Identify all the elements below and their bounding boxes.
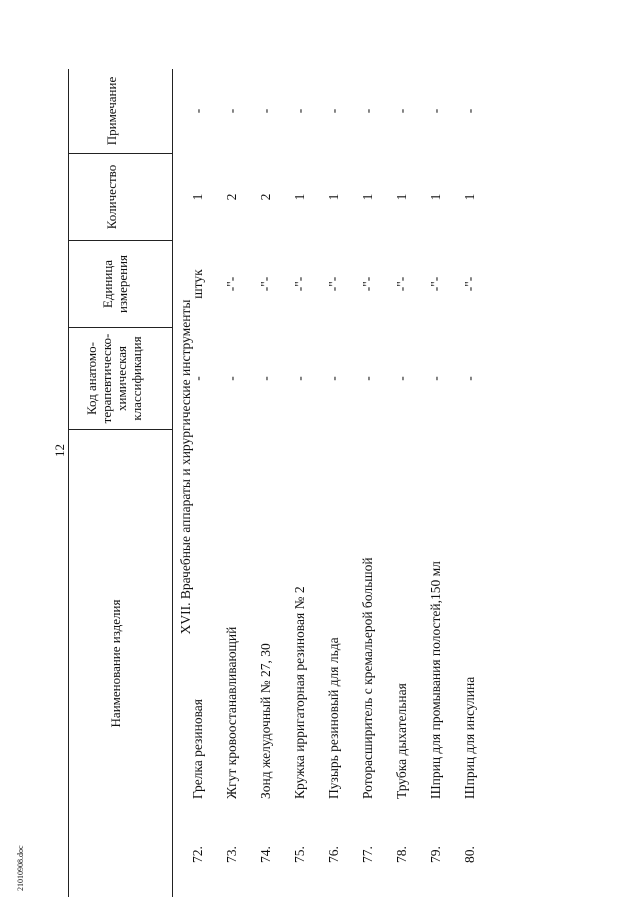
row-name: Пузырь резиновый для льда	[326, 637, 341, 799]
row-note: -	[360, 108, 375, 114]
header-qty	[104, 154, 119, 240]
row-unit: -"-	[258, 276, 273, 292]
row-number: 78.	[394, 846, 409, 863]
row-name: Кружка ирригаторная резиновая № 2	[292, 586, 307, 799]
row-code: -	[190, 376, 205, 381]
row-code: -	[224, 376, 239, 381]
row-code: -	[292, 376, 307, 381]
row-number: 75.	[292, 846, 307, 863]
row-code: -	[360, 376, 375, 381]
row-code: -	[428, 376, 443, 381]
row-number: 72.	[190, 846, 205, 863]
header-unit	[100, 241, 130, 327]
row-unit: -"-	[394, 276, 409, 292]
row-qty: 1	[292, 193, 307, 201]
row-code: -	[258, 376, 273, 381]
row-note: -	[394, 108, 409, 114]
header-code	[84, 328, 144, 429]
header-unit-line-2: измерения	[115, 254, 130, 314]
row-unit: -"-	[224, 276, 239, 292]
row-unit: -"-	[462, 276, 477, 292]
row-code: -	[326, 376, 341, 381]
row-note: -	[462, 108, 477, 114]
row-name: Роторасширитель с кремальерой большой	[360, 557, 375, 799]
row-number: 77.	[360, 846, 375, 863]
row-code: -	[462, 376, 477, 381]
row-unit: -"-	[428, 276, 443, 292]
row-note: -	[258, 108, 273, 114]
row-name: Шприц для инсулина	[462, 676, 477, 799]
row-note: -	[190, 108, 205, 114]
header-note	[104, 69, 119, 153]
header-code-line-2: терапевтическо-	[99, 333, 114, 424]
header-code-line-4: классификация	[129, 336, 144, 421]
row-note: -	[428, 108, 443, 114]
row-name: Трубка дыхательная	[394, 683, 409, 799]
page-number: 12	[52, 444, 67, 457]
row-qty: 1	[326, 193, 341, 201]
row-code: -	[394, 376, 409, 381]
row-qty: 2	[224, 193, 239, 201]
row-note: -	[292, 108, 307, 114]
row-unit: -"-	[360, 276, 375, 292]
header-unit-line-1: Единица	[100, 259, 115, 309]
row-number: 74.	[258, 846, 273, 863]
row-number: 80.	[462, 846, 477, 863]
col-divider-4	[68, 153, 172, 154]
table-top-border	[68, 69, 69, 897]
row-name: Зонд желудочный № 27, 30	[258, 643, 273, 799]
header-code-line-3: химическая	[114, 346, 129, 411]
header-code-line-1: Код анатомо-	[84, 342, 99, 415]
header-note-text: Примечание	[104, 76, 119, 146]
row-unit: -"-	[326, 276, 341, 292]
row-qty: 1	[190, 193, 205, 201]
header-name-text: Наименование изделия	[108, 599, 123, 728]
row-number: 76.	[326, 846, 341, 863]
row-name: Грелка резиновая	[190, 699, 205, 799]
row-unit: -"-	[292, 276, 307, 292]
header-qty-text: Количество	[104, 164, 119, 230]
row-number: 73.	[224, 846, 239, 863]
rotated-document-page	[16, 57, 490, 897]
row-name: Жгут кровоостанавливающий	[224, 626, 239, 799]
row-name: Шприц для промывания полостей,150 мл	[428, 561, 443, 799]
row-qty: 2	[258, 193, 273, 201]
row-qty: 1	[394, 193, 409, 201]
row-unit: штук	[190, 269, 205, 299]
row-note: -	[224, 108, 239, 114]
header-bottom-border	[172, 69, 173, 897]
row-qty: 1	[360, 193, 375, 201]
row-qty: 1	[462, 193, 477, 201]
header-name	[108, 430, 123, 897]
footer-filename: 21010908.doc	[16, 845, 25, 891]
section-title: XVII. Врачебные аппараты и хирургические инструменты	[178, 299, 193, 635]
row-note: -	[326, 108, 341, 114]
row-qty: 1	[428, 193, 443, 201]
row-number: 79.	[428, 846, 443, 863]
